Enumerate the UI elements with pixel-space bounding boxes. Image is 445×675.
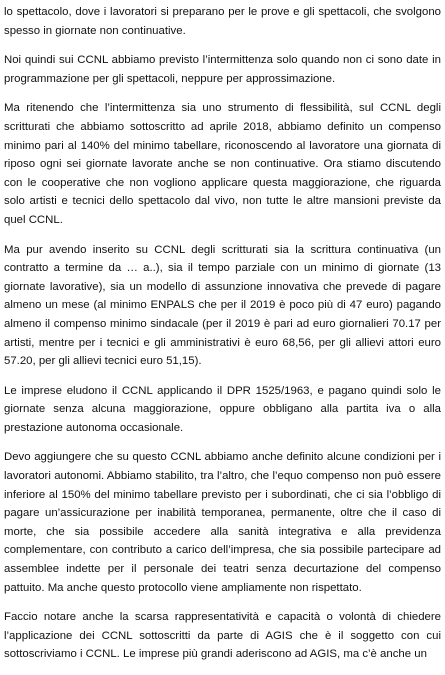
paragraph-4: Ma pur avendo inserito su CCNL degli scritturati sia la scrittura continuativa (un contratto a termine da … a..), sia il tempo parziale con un minimo di giornate (13 giornate lavorative), sia un modello di assunzione innovativa che prevede di pagare almeno un mese (al minimo ENPALS che per il 2019 è poco più di 47 euro) pagando almeno il compenso minimo sindacale (per il 2019 è pari ad euro giornalieri 70.17 per artisti, mentre per i tecnici e gli amministrativi è euro 68,56, per gli allievi attori euro 57.20, per gli allievi tecnici euro 51,15). [4, 243, 441, 368]
paragraph-3: Ma ritenendo che l’intermittenza sia uno strumento di flessibilità, sul CCNL degli scritturati che abbiamo sottoscritto ad aprile 2018, abbiamo definito un compenso minimo pari al 140% del minimo tabellare, riconoscendo al lavoratore una giornata di riposo ogni sei giornate lavorate anche se non continuative. Ora stiamo discutendo con le cooperative che non vogliono applicare questa maggiorazione, che riguarda solo artisti e tecnici dello spettacolo dal vivo, non tutte le altre mansioni previste da quel CCNL. [4, 102, 441, 226]
paragraph-5: Le imprese eludono il CCNL applicando il DPR 1525/1963, e pagano quindi solo le giornate senza alcuna maggiorazione, oppure obbligano alla partita iva o alla prestazione autonoma occasionale. [4, 384, 441, 434]
document-page [4, 3, 441, 675]
paragraph-1: lo spettacolo, dove i lavoratori si preparano per le prove e gli spettacoli, che svolgono spesso in giornate non continuative. [4, 6, 441, 37]
paragraph-6: Devo aggiungere che su questo CCNL abbiamo anche definito alcune condizioni per i lavoratori autonomi. Abbiamo stabilito, tra l’altro, che l’equo compenso non può essere inferiore al 150% del minimo tabellare previsto per i subordinati, che ci sia l’obbligo di pagare un’assicurazione per inabilità temporanea, permanente, oltre che il caso di morte, che sia possibile accedere alla sanità integrativa e alla previdenza complementare, con contributo a carico dell’impresa, che sia possibile partecipare ad assemblee indette per il personale dei teatri senza decurtazione del compenso pattuito. Ma anche questo protocollo viene ampliamente non rispettato. [4, 451, 441, 594]
paragraph-2: Noi quindi sui CCNL abbiamo previsto l’intermittenza solo quando non ci sono date in programmazione per gli spettacoli, neppure per approssimazione. [4, 54, 441, 85]
paragraph-7: Faccio notare anche la scarsa rappresentatività e capacità o volontà di chiedere l’applicazione dei CCNL sottoscritti da parte di AGIS che è il soggetto con cui sottoscriviamo i CCNL. Le imprese più grandi aderiscono ad AGIS, ma c’è anche un [4, 611, 441, 661]
